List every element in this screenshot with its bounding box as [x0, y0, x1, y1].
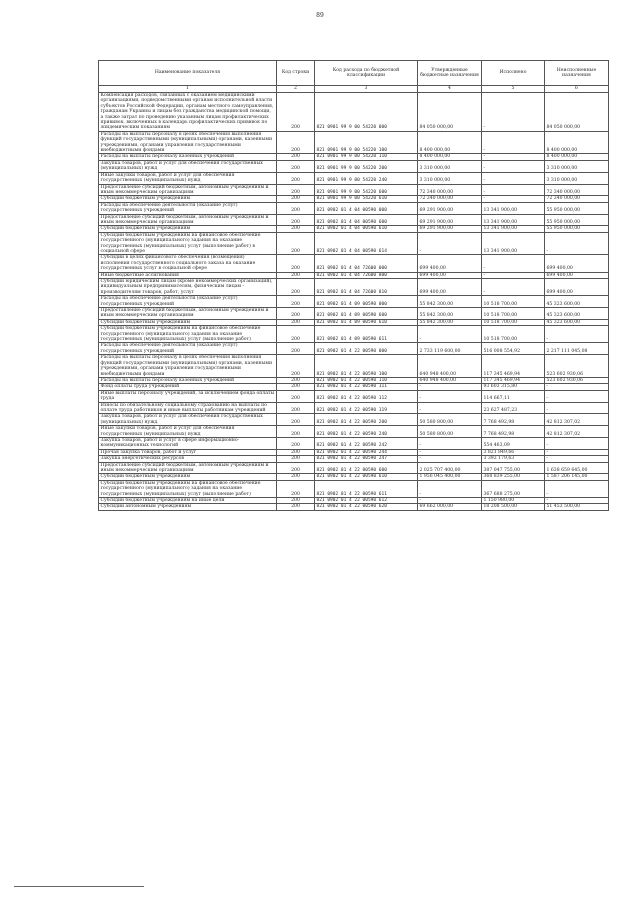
- cell-remaining: 3 310 000,00: [545, 160, 609, 172]
- cell-line-code: 200: [277, 154, 315, 160]
- cell-indicator-name: Закупка товаров, работ и услуг для обеспечения государственных (муниципальных) нужд: [99, 414, 277, 426]
- table-body: [99, 93, 609, 511]
- cell-budget-code: 821 0902 01 4 09 00590 610: [315, 319, 418, 325]
- cell-approved: 640 948 400,00: [418, 377, 482, 383]
- cell-remaining: 8 400 000,00: [545, 154, 609, 160]
- cell-approved: 3 310 000,00: [418, 172, 482, 184]
- cell-executed: 23 627 487,23: [482, 402, 545, 414]
- cell-remaining: 8 400 000,00: [545, 131, 609, 154]
- cell-remaining: 72 340 000,00: [545, 184, 609, 196]
- cell-indicator-name: Закупка товаров, работ и услуг в сфере информационно-коммуникационных технологий: [99, 437, 277, 449]
- cell-line-code: 200: [277, 498, 315, 504]
- cell-budget-code: 821 0902 01 4 22 00590 111: [315, 384, 418, 390]
- table-row: [99, 184, 609, 196]
- cell-indicator-name: Субсидии бюджетным учреждениям на финансовое обеспечение государственного (муниципального) задания на оказание государственных (муниципальных) услуг (выполнение работ): [99, 480, 277, 497]
- table-row: [99, 232, 609, 255]
- cell-executed: 114 667,11: [482, 390, 545, 402]
- cell-indicator-name: Предоставление субсидий бюджетным, автономным учреждениям и иным некоммерческим организациям: [99, 308, 277, 320]
- cell-executed: 7 768 492,98: [482, 414, 545, 426]
- cell-line-code: 200: [277, 426, 315, 438]
- cell-budget-code: 821 0902 01 4 22 00590 242: [315, 437, 418, 449]
- cell-executed: -: [482, 184, 545, 196]
- cell-executed: 3 821 849,66: [482, 449, 545, 455]
- header-line-code: Код строки: [277, 61, 315, 86]
- cell-approved: 50 580 800,00: [418, 414, 482, 426]
- cell-line-code: 200: [277, 504, 315, 510]
- cell-approved: 640 948 400,00: [418, 355, 482, 378]
- cell-executed: 117 345 469,94: [482, 355, 545, 378]
- cell-indicator-name: Закупка энергетических ресурсов: [99, 456, 277, 462]
- cell-indicator-name: Расходы на выплаты персоналу в целях обеспечения выполнения функций государственными (муниципальными) органами, казенными учреждениями, органами управления государственными внебюджетными фондами: [99, 131, 277, 154]
- cell-indicator-name: Предоставление субсидий бюджетным, автономным учреждениям и иным некоммерческим организациям: [99, 184, 277, 196]
- cell-indicator-name: Расходы на обеспечение деятельности (оказание услуг) государственных учреждений: [99, 296, 277, 308]
- cell-line-code: 200: [277, 326, 315, 343]
- cell-line-code: 200: [277, 377, 315, 383]
- table-row: [99, 93, 609, 132]
- cell-budget-code: 821 0902 01 4 22 00590 600: [315, 462, 418, 474]
- cell-indicator-name: Прочая закупка товаров, работ и услуг: [99, 449, 277, 455]
- cell-remaining: 1 587 206 145,00: [545, 474, 609, 480]
- cell-budget-code: 821 0902 01 4 09 00590 611: [315, 326, 418, 343]
- cell-budget-code: 821 0902 01 4 22 00590 612: [315, 498, 418, 504]
- cell-line-code: 200: [277, 214, 315, 226]
- cell-remaining: 42 812 307,02: [545, 426, 609, 438]
- cell-executed: 554 463,09: [482, 437, 545, 449]
- cell-indicator-name: Субсидии бюджетным учреждениям на финансовое обеспечение государственного (муниципального) задания на оказание государственных (муниципальных) услуг (выполнение работ) в социальной сфере: [99, 232, 277, 255]
- table-row: [99, 308, 609, 320]
- cell-approved: 8 400 000,00: [418, 131, 482, 154]
- cell-budget-code: 821 0902 01 4 22 00590 112: [315, 390, 418, 402]
- cell-budget-code: 821 0902 01 4 04 00590 614: [315, 232, 418, 255]
- cell-remaining: 42 812 307,02: [545, 414, 609, 426]
- cell-approved: 69 291 900,00: [418, 202, 482, 214]
- cell-budget-code: 821 0902 01 4 22 00590 240: [315, 426, 418, 438]
- cell-indicator-name: Иные закупки товаров, работ и услуг для обеспечения государственных (муниципальных) нужд: [99, 426, 277, 438]
- cell-approved: 699 400,00: [418, 272, 482, 278]
- cell-indicator-name: Субсидии бюджетным учреждениям: [99, 196, 277, 202]
- cell-line-code: 200: [277, 272, 315, 278]
- table-row: [99, 480, 609, 497]
- table-row: [99, 160, 609, 172]
- cell-budget-code: 821 0902 01 4 22 00590 620: [315, 504, 418, 510]
- cell-executed: 18 208 500,00: [482, 504, 545, 510]
- table-row: [99, 296, 609, 308]
- cell-executed: 10 518 700,00: [482, 296, 545, 308]
- cell-indicator-name: Расходы на выплаты персоналу в целях обеспечения выполнения функций государственными (муниципальными) органами, казенными учреждениями, органами управления государственными внебюджетными фондами: [99, 355, 277, 378]
- cell-line-code: 200: [277, 355, 315, 378]
- cell-budget-code: 821 0902 01 4 22 00590 610: [315, 474, 418, 480]
- cell-approved: -: [418, 384, 482, 390]
- cell-budget-code: 821 0902 01 4 22 00590 244: [315, 449, 418, 455]
- table-row: [99, 437, 609, 449]
- cell-budget-code: 821 0902 01 4 04 00590 600: [315, 214, 418, 226]
- cell-indicator-name: Иные бюджетные ассигнования: [99, 272, 277, 278]
- cell-budget-code: 821 0902 01 4 22 00590 000: [315, 343, 418, 355]
- cell-budget-code: 821 0902 01 4 04 72600 000: [315, 255, 418, 272]
- table-row: [99, 255, 609, 272]
- cell-remaining: -: [545, 498, 609, 504]
- cell-remaining: -: [545, 480, 609, 497]
- table-row: [99, 414, 609, 426]
- cell-budget-code: 821 0902 01 4 04 72600 810: [315, 279, 418, 296]
- cell-remaining: -: [545, 326, 609, 343]
- cell-approved: 69 662 000,00: [418, 504, 482, 510]
- header-budget-code: Код расхода по бюджетной классификации: [315, 61, 418, 86]
- cell-line-code: 200: [277, 474, 315, 480]
- cell-remaining: 1 638 659 645,00: [545, 462, 609, 474]
- column-index: 6: [545, 86, 609, 93]
- cell-indicator-name: Субсидии автономным учреждениям: [99, 504, 277, 510]
- column-index: 2: [277, 86, 315, 93]
- cell-indicator-name: Компенсация расходов, связанных с оказанием медицинскими организациями, подведомственными органам исполнительной власти субъектов Российской Федерации, органам местного самоуправления, гражданам Украины и лицам без гражданства медицинской помощи, а также затрат по проведению указанным лицам профилактических прививок, включенных в календарь профилактических прививок по эпидемическим показаниям: [99, 93, 277, 132]
- cell-budget-code: 821 0902 01 4 22 00590 100: [315, 355, 418, 378]
- cell-budget-code: 821 0901 99 9 00 54220 110: [315, 154, 418, 160]
- cell-approved: 2 025 707 400,00: [418, 462, 482, 474]
- cell-executed: 10 518 700,00: [482, 319, 545, 325]
- cell-indicator-name: Предоставление субсидий бюджетным, автономным учреждениям и иным некоммерческим организациям: [99, 214, 277, 226]
- cell-approved: 3 310 000,00: [418, 160, 482, 172]
- cell-approved: -: [418, 480, 482, 497]
- cell-indicator-name: Предоставление субсидий бюджетным, автономным учреждениям и иным некоммерческим организациям: [99, 462, 277, 474]
- cell-line-code: 200: [277, 449, 315, 455]
- cell-approved: 55 842 300,00: [418, 308, 482, 320]
- cell-budget-code: 821 0902 01 4 22 00590 247: [315, 456, 418, 462]
- cell-line-code: 200: [277, 160, 315, 172]
- cell-executed: 368 839 255,00: [482, 474, 545, 480]
- cell-line-code: 200: [277, 172, 315, 184]
- cell-approved: 2 733 119 600,00: [418, 343, 482, 355]
- cell-budget-code: 821 0902 01 4 22 00590 119: [315, 402, 418, 414]
- cell-approved: 72 340 000,00: [418, 184, 482, 196]
- cell-executed: -: [482, 93, 545, 132]
- cell-approved: -: [418, 390, 482, 402]
- cell-approved: -: [418, 437, 482, 449]
- cell-approved: 84 050 000,00: [418, 93, 482, 132]
- cell-budget-code: 821 0902 01 4 04 00590 610: [315, 226, 418, 232]
- cell-approved: 699 400,00: [418, 255, 482, 272]
- table-row: [99, 172, 609, 184]
- cell-executed: 3 392 179,63: [482, 456, 545, 462]
- cell-remaining: -: [545, 384, 609, 390]
- cell-budget-code: 821 0901 99 9 00 54220 000: [315, 93, 418, 132]
- cell-approved: 1 956 045 400,00: [418, 474, 482, 480]
- cell-indicator-name: Фонд оплаты труда учреждений: [99, 384, 277, 390]
- cell-budget-code: 821 0902 01 4 09 00590 000: [315, 296, 418, 308]
- cell-executed: 367 688 275,00: [482, 480, 545, 497]
- cell-approved: -: [418, 326, 482, 343]
- cell-budget-code: 821 0902 01 4 22 00590 200: [315, 414, 418, 426]
- cell-line-code: 200: [277, 202, 315, 214]
- cell-line-code: 200: [277, 402, 315, 414]
- cell-executed: -: [482, 160, 545, 172]
- cell-approved: -: [418, 456, 482, 462]
- cell-line-code: 200: [277, 456, 315, 462]
- table-row: [99, 390, 609, 402]
- budget-execution-table: [98, 60, 609, 511]
- column-index: 1: [99, 86, 277, 93]
- cell-budget-code: 821 0902 01 4 22 00590 110: [315, 377, 418, 383]
- cell-remaining: 55 950 000,00: [545, 226, 609, 232]
- cell-indicator-name: Расходы на обеспечение деятельности (оказание услуг) государственных учреждений: [99, 202, 277, 214]
- cell-executed: -: [482, 255, 545, 272]
- column-index-row: [99, 86, 609, 93]
- cell-budget-code: 821 0902 01 4 04 00590 000: [315, 202, 418, 214]
- cell-remaining: -: [545, 449, 609, 455]
- cell-executed: 93 603 315,80: [482, 384, 545, 390]
- cell-indicator-name: Иные выплаты персоналу учреждений, за исключением фонда оплаты труда: [99, 390, 277, 402]
- cell-approved: 55 842 300,00: [418, 319, 482, 325]
- cell-line-code: 200: [277, 384, 315, 390]
- cell-executed: 10 518 700,00: [482, 326, 545, 343]
- cell-remaining: -: [545, 456, 609, 462]
- cell-approved: 50 580 800,00: [418, 426, 482, 438]
- cell-remaining: 51 453 500,00: [545, 504, 609, 510]
- column-index: 3: [315, 86, 418, 93]
- cell-budget-code: 821 0901 99 9 00 54220 600: [315, 184, 418, 196]
- cell-remaining: 523 602 930,06: [545, 377, 609, 383]
- table-row: [99, 326, 609, 343]
- column-index: 5: [482, 86, 545, 93]
- cell-remaining: 84 050 000,00: [545, 93, 609, 132]
- cell-remaining: 45 323 600,00: [545, 308, 609, 320]
- cell-approved: -: [418, 232, 482, 255]
- cell-line-code: 200: [277, 196, 315, 202]
- cell-budget-code: 821 0901 99 9 00 54220 240: [315, 172, 418, 184]
- cell-approved: 8 400 000,00: [418, 154, 482, 160]
- cell-remaining: 699 400,00: [545, 279, 609, 296]
- cell-budget-code: 821 0902 01 4 22 00590 611: [315, 480, 418, 497]
- cell-approved: 699 400,00: [418, 279, 482, 296]
- cell-executed: -: [482, 154, 545, 160]
- cell-approved: 72 340 000,00: [418, 196, 482, 202]
- cell-indicator-name: Расходы на обеспечение деятельности (оказание услуг) государственных учреждений: [99, 343, 277, 355]
- cell-executed: -: [482, 131, 545, 154]
- cell-line-code: 200: [277, 232, 315, 255]
- cell-remaining: -: [545, 232, 609, 255]
- cell-budget-code: 821 0902 01 4 09 00590 600: [315, 308, 418, 320]
- cell-remaining: 45 323 600,00: [545, 319, 609, 325]
- cell-executed: 1 150 980,00: [482, 498, 545, 504]
- cell-line-code: 200: [277, 390, 315, 402]
- table-row: [99, 426, 609, 438]
- cell-budget-code: 821 0901 99 9 00 54220 100: [315, 131, 418, 154]
- header-remaining: Неисполненные назначения: [545, 61, 609, 86]
- table-row: [99, 504, 609, 510]
- page-number: 89: [316, 12, 324, 19]
- cell-approved: -: [418, 498, 482, 504]
- header-executed: Исполнено: [482, 61, 545, 86]
- cell-remaining: -: [545, 390, 609, 402]
- footer-rule: [14, 886, 144, 887]
- cell-indicator-name: Субсидии бюджетным учреждениям: [99, 474, 277, 480]
- cell-line-code: 200: [277, 343, 315, 355]
- cell-executed: 7 768 492,98: [482, 426, 545, 438]
- cell-indicator-name: Закупка товаров, работ и услуг для обеспечения государственных (муниципальных) нужд: [99, 160, 277, 172]
- cell-approved: 55 842 300,00: [418, 296, 482, 308]
- cell-line-code: 200: [277, 296, 315, 308]
- cell-remaining: 699 400,00: [545, 272, 609, 278]
- cell-executed: 13 341 900,00: [482, 202, 545, 214]
- cell-indicator-name: Взносы по обязательному социальному страхованию на выплаты по оплате труда работников и иные выплаты работникам учреждений: [99, 402, 277, 414]
- cell-executed: 13 341 900,00: [482, 232, 545, 255]
- cell-executed: -: [482, 279, 545, 296]
- cell-line-code: 200: [277, 414, 315, 426]
- cell-line-code: 200: [277, 462, 315, 474]
- cell-line-code: 200: [277, 226, 315, 232]
- table-row: [99, 343, 609, 355]
- cell-executed: 13 341 900,00: [482, 214, 545, 226]
- cell-approved: -: [418, 449, 482, 455]
- table-row: [99, 462, 609, 474]
- cell-indicator-name: Иные закупки товаров, работ и услуг для обеспечения государственных (муниципальных) нужд: [99, 172, 277, 184]
- cell-line-code: 200: [277, 131, 315, 154]
- cell-indicator-name: Субсидии юридическим лицам (кроме некоммерческих организаций), индивидуальным предпринимателям, физическим лицам - производителям товаров, работ, услуг: [99, 279, 277, 296]
- table-row: [99, 355, 609, 378]
- cell-executed: -: [482, 172, 545, 184]
- cell-remaining: 55 950 000,00: [545, 214, 609, 226]
- cell-approved: -: [418, 402, 482, 414]
- cell-line-code: 200: [277, 255, 315, 272]
- cell-executed: 117 345 469,94: [482, 377, 545, 383]
- cell-approved: 69 291 900,00: [418, 226, 482, 232]
- cell-remaining: 699 400,00: [545, 255, 609, 272]
- cell-remaining: -: [545, 402, 609, 414]
- table-row: [99, 279, 609, 296]
- cell-executed: 10 518 700,00: [482, 308, 545, 320]
- cell-remaining: 523 602 930,06: [545, 355, 609, 378]
- table-row: [99, 214, 609, 226]
- table-row: [99, 402, 609, 414]
- cell-executed: 516 008 554,92: [482, 343, 545, 355]
- cell-budget-code: 821 0902 01 4 04 72600 800: [315, 272, 418, 278]
- cell-line-code: 200: [277, 308, 315, 320]
- cell-indicator-name: Расходы на выплаты персоналу казенных учреждений: [99, 154, 277, 160]
- header-indicator-name: Наименование показателя: [99, 61, 277, 86]
- table-row: [99, 202, 609, 214]
- cell-line-code: 200: [277, 319, 315, 325]
- cell-line-code: 200: [277, 437, 315, 449]
- cell-indicator-name: Субсидии бюджетным учреждениям: [99, 226, 277, 232]
- column-index: 4: [418, 86, 482, 93]
- cell-budget-code: 821 0901 99 9 00 54220 610: [315, 196, 418, 202]
- cell-indicator-name: Субсидии бюджетным учреждениям: [99, 319, 277, 325]
- cell-indicator-name: Субсидии бюджетным учреждениям на финансовое обеспечение государственного (муниципального) задания на оказание государственных (муниципальных) услуг (выполнение работ): [99, 326, 277, 343]
- cell-remaining: 45 323 600,00: [545, 296, 609, 308]
- cell-remaining: 2 217 111 045,08: [545, 343, 609, 355]
- cell-remaining: 55 950 000,00: [545, 202, 609, 214]
- header-approved: Утвержденные бюджетные назначения: [418, 61, 482, 86]
- table-row: [99, 131, 609, 154]
- header-row: [99, 61, 609, 86]
- cell-indicator-name: Субсидии бюджетным учреждениям на иные цели: [99, 498, 277, 504]
- cell-remaining: -: [545, 437, 609, 449]
- cell-remaining: 72 340 000,00: [545, 196, 609, 202]
- cell-indicator-name: Субсидии в целях финансового обеспечения (возмещения) исполнения государственного социального заказа на оказание государственных услуг в социальной сфере: [99, 255, 277, 272]
- cell-line-code: 200: [277, 184, 315, 196]
- cell-executed: 387 047 755,00: [482, 462, 545, 474]
- cell-executed: -: [482, 196, 545, 202]
- cell-approved: 69 291 900,00: [418, 214, 482, 226]
- cell-line-code: 200: [277, 480, 315, 497]
- cell-indicator-name: Расходы на выплаты персоналу казенных учреждений: [99, 377, 277, 383]
- cell-executed: -: [482, 272, 545, 278]
- cell-line-code: 200: [277, 93, 315, 132]
- cell-remaining: 3 310 000,00: [545, 172, 609, 184]
- cell-executed: 13 341 900,00: [482, 226, 545, 232]
- cell-line-code: 200: [277, 279, 315, 296]
- cell-budget-code: 821 0901 99 9 00 54220 200: [315, 160, 418, 172]
